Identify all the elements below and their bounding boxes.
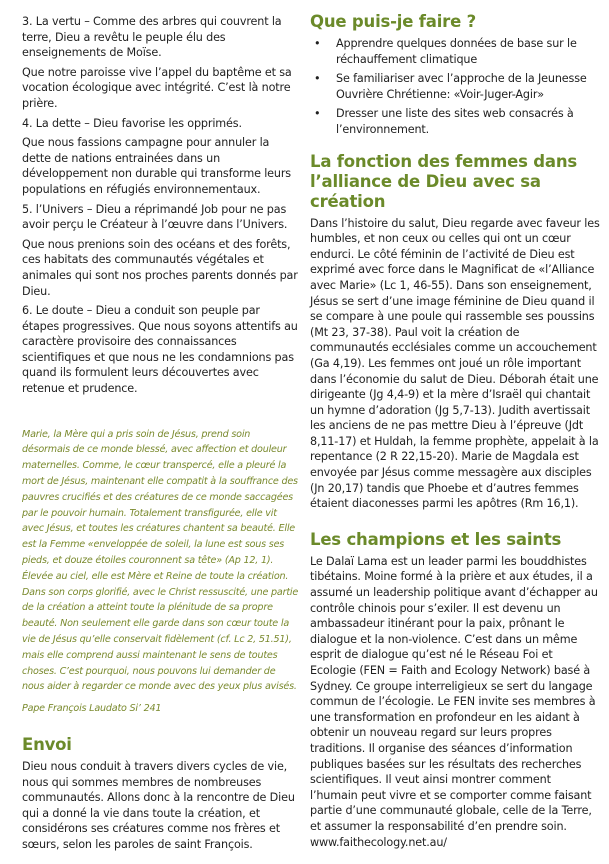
list-item-text: Dresser une liste des sites web consacrés à l’environnement. <box>336 107 574 136</box>
paragraph-paroisse: Que notre paroisse vive l’appel du baptême et sa vocation écologique avec intégrité. C’est là notre prière. <box>22 65 292 110</box>
list-item-text: Se familiariser avec l’approche de la Jeunesse Ouvrière Chrétienne: «Voir-Juger-Agir» <box>336 72 587 101</box>
paragraph-doute: 6. Le doute – Dieu a conduit son peuple par étapes progressives. Que nous soyons attentifs au caractère provisoire des connaissances scientifiques et que nous ne les condamnions pas quand ils formulent leurs découvertes avec retenue et prudence. <box>22 304 298 396</box>
champions-text: Le Dalaï Lama est un leader parmi les bouddhistes tibétains. Moine formé à la prière et aux études, il a assumé un leadership politique avant d’échapper au contrôle chinois pour s’exiler. Il est devenu un ambassadeur itinérant pour la paix, prônant le dialogue et la non-violence. C’est dans un même esprit de dialogue qu’est né le Réseau Foi et Ecologie (FEN = Faith and Ecology Network) basé à Sydney. Ce groupe interreligieux se sert du langage commun de l’écologie. Le FEN invite ses membres à une transformation en profondeur en les aidant à obtenir un nouveau regard sur leurs propres traditions. Il organise des séances d’information publiques basées sur les résultats des recherches scientifiques. Il veut ainsi montrer comment l’humain peut vivre et se comporter comme faisant partie d’une communauté globale, celle de la Terre, et assumer la responsabilité d’en prendre soin. www.faithecology.net.au/ <box>310 554 598 849</box>
laudato-si-quote <box>22 427 300 717</box>
bullet-icon: • <box>314 72 321 86</box>
paragraph-univers: 5. l’Univers – Dieu a réprimandé Job pour ne pas avoir perçu le Créateur à l’œuvre dans l’Univers. <box>22 202 288 232</box>
paragraph-dette: 4. La dette – Dieu favorise les opprimés. <box>22 116 242 130</box>
list-item-text: Apprendre quelques données de base sur le réchauffement climatique <box>336 37 577 66</box>
envoi-text: Dieu nous conduit à travers divers cycles de vie, nous qui sommes membres de nombreuses communautés. Allons donc à la rencontre de Dieu qui a donné la vie dans toute la création, et considérons ses créatures comme nos frères et sœurs, selon les paroles de saint François. <box>22 760 295 851</box>
femmes-section <box>310 152 600 512</box>
envoi-heading: Envoi <box>22 735 72 754</box>
champions-heading: Les champions et les saints <box>310 529 562 549</box>
envoi-section <box>22 735 300 853</box>
left-column <box>22 14 300 857</box>
paragraph-oceans: Que nous prenions soin des océans et des forêts, ces habitats des communautés végétales et animales qui sont nos proches parents donnés par Dieu. <box>22 237 298 298</box>
champions-section <box>310 530 600 850</box>
list-item <box>310 106 600 137</box>
quote-text: Marie, la Mère qui a pris soin de Jésus, prend soin désormais de ce monde blessé, avec affection et douleur maternelles. Comme, le cœur transpercé, elle a pleuré la mort de Jésus, maintenant elle compatit à la souffrance des pauvres crucifiés et des créatures de ce monde saccagées par le pouvoir humain. Totalement transfigurée, elle vit avec Jésus, et toutes les créatures chantent sa beauté. Elle est la Femme «enveloppée de soleil, la lune est sous ses pieds, et douze étoiles couronnent sa tête» (Ap 12, 1). Élevée au ciel, elle est Mère et Reine de toute la création. Dans son corps glorifié, avec le Christ ressuscité, une partie de la création a atteint toute la plénitude de sa propre beauté. Non seulement elle garde dans son cœur toute la vie de Jésus qu’elle conservait fidèlement (cf. Lc 2, 51.51), mais elle comprend aussi maintenant le sens de toutes choses. C’est pourquoi, nous pouvons lui demander de nous aider à regarder ce monde avec des yeux plus avisés. <box>22 428 299 693</box>
paragraph-vertu: 3. La vertu – Comme des arbres qui couvrent la terre, Dieu a revêtu le peuple élu des enseignements de Moïse. <box>22 15 282 60</box>
que-faire-heading: Que puis-je faire ? <box>310 12 476 31</box>
action-list <box>310 36 600 138</box>
quote-attribution: Pape François Laudato Si’ 241 <box>22 703 162 715</box>
list-item <box>310 71 600 102</box>
femmes-text: Dans l’histoire du salut, Dieu regarde avec faveur les humbles, et non ceux ou celles qui ont un cœur endurci. Le côté féminin de l’activité de Dieu est exprimé avec force dans le Magnificat de «l’Alliance avec Marie» (Lc 1, 46-55). Dans son enseignement, Jésus se sert d’une image féminine de Dieu quand il se compare à une poule qui rassemble ses poussins (Mt 23, 37-38). Paul voit la création de communautés ecclésiales comme un accouchement (Ga 4,19). Les femmes ont joué un rôle important dans l’économie du salut de Dieu. Déborah était une dirigeante (Jg 4,4-9) et la mère d’Israël qui chantait un hymne d’adoration (Jg 5,7-13). Judith avertissait les anciens de ne pas mettre Dieu à l’épreuve (Jdt 8,11-17) et Huldah, la femme prophète, appelait à la repentance (2 R 22,15-20). Marie de Magdala est envoyée par Jésus comme messagère aux disciples (Jn 20,17) tandis que Phoebe et d’autres femmes étaient diaconesses parmi les apôtres (Rm 16,1). <box>310 216 600 511</box>
paragraph-campagne: Que nous fassions campagne pour annuler la dette de nations entrainées dans un développement non durable qui transforme leurs populations en réfugiés environnementaux. <box>22 136 291 196</box>
right-column <box>310 12 600 854</box>
bullet-icon: • <box>314 107 321 121</box>
femmes-heading: La fonction des femmes dans l’alliance de Dieu avec sa création <box>310 151 577 211</box>
bullet-icon: • <box>314 37 321 50</box>
list-item <box>310 36 600 67</box>
que-faire-section <box>310 12 600 138</box>
